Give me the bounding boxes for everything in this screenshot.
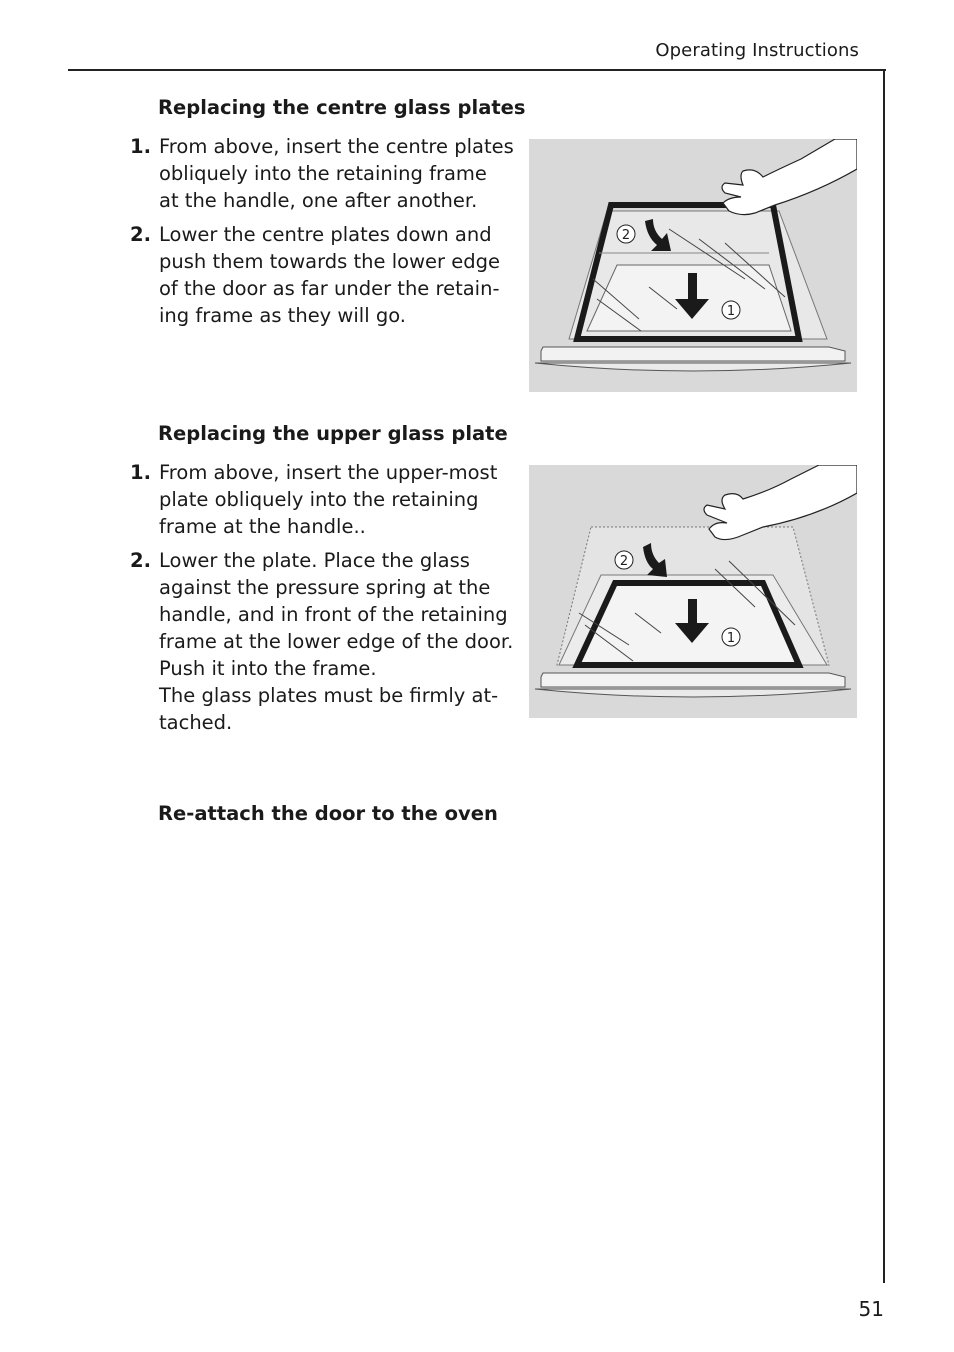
- upper-plate-illustration: [529, 465, 857, 718]
- callout-1: 1: [726, 304, 736, 319]
- step-item: [130, 547, 515, 736]
- step-number: 2.: [130, 549, 151, 572]
- step-item: [130, 459, 515, 540]
- step-text: From above, insert the upper-most plate obliquely into the retaining frame at the handle..: [159, 461, 498, 538]
- step-item: [130, 221, 515, 329]
- callout-2: 2: [621, 228, 631, 243]
- step-number: 1.: [130, 461, 151, 484]
- callout-1: 1: [726, 631, 736, 646]
- section-heading-centre-plates: Replacing the centre glass plates: [158, 96, 526, 119]
- steps-centre-plates: [130, 133, 515, 336]
- section-heading-reattach-door: Re-attach the door to the oven: [158, 802, 498, 825]
- margin-rule: [883, 69, 885, 1283]
- step-number: 1.: [130, 135, 151, 158]
- page-number: 51: [858, 1297, 884, 1321]
- callout-2: 2: [619, 554, 629, 569]
- step-text: Lower the plate. Place the glass against the pressure spring at the handle, and in front of the retaining frame at the lower edge of the door. Push it into the frame. The glass plates must be firmly at- tached.: [159, 549, 514, 734]
- header-rule: [68, 69, 886, 71]
- step-text: From above, insert the centre plates obliquely into the retaining frame at the handle, one after another.: [159, 135, 514, 212]
- centre-plates-illustration: [529, 139, 857, 392]
- step-number: 2.: [130, 223, 151, 246]
- step-text: Lower the centre plates down and push them towards the lower edge of the door as far under the retain- ing frame as they will go.: [159, 223, 500, 327]
- steps-upper-plate: [130, 459, 515, 743]
- page-header-title: Operating Instructions: [655, 40, 859, 61]
- section-heading-upper-plate: Replacing the upper glass plate: [158, 422, 508, 445]
- step-item: [130, 133, 515, 214]
